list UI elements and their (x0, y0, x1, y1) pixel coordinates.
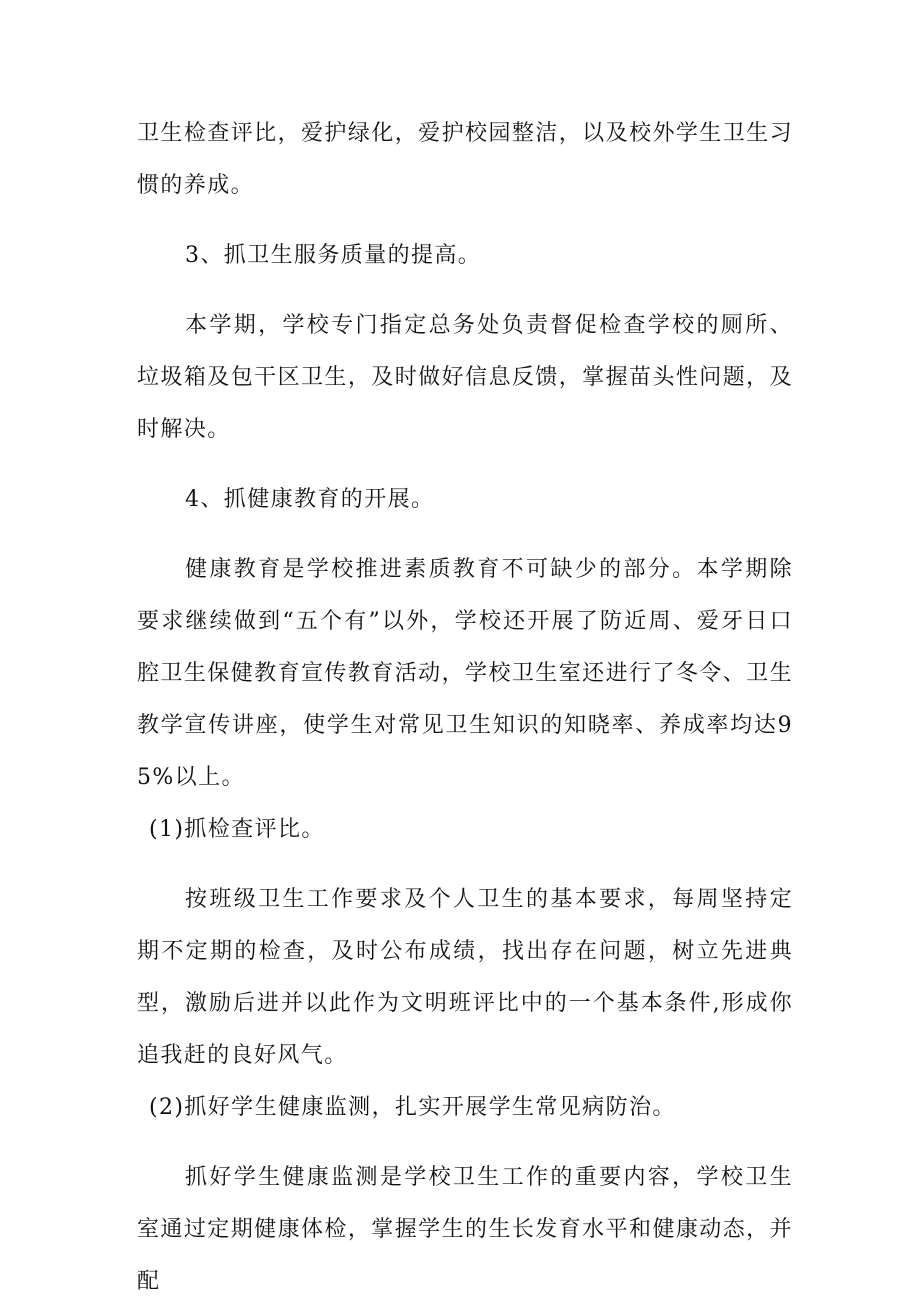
paragraph-inspection: 按班级卫生工作要求及个人卫生的基本要求，每周坚持定期不定期的检查，及时公布成绩，找出存在问题，树立先进典型，激励后进并以此作为文明班评比中的一个基本条件,形成你追我赶的良好风气。 (137, 887, 793, 1068)
paragraph-health-monitoring: 抓好学生健康监测是学校卫生工作的重要内容，学校卫生室通过定期健康体检，掌握学生的生长发育水平和健康动态，并配 (137, 1165, 793, 1294)
heading-health-education: 4、抓健康教育的开展。 (185, 487, 435, 512)
document-body (137, 108, 793, 1308)
paragraph-hygiene-habits: 卫生检查评比，爱护绿化，爱护校园整洁，以及校外学生卫生习惯的养成。 (137, 121, 793, 198)
paragraph-health-education: 健康教育是学校推进素质教育不可缺少的部分。本学期除要求继续做到“五个有”以外，学校还开展了防近周、爱牙日口腔卫生保健教育宣传教育活动，学校卫生室还进行了冬令、卫生教学宣传讲座，使学生对常见卫生知识的知晓率、养成率均达95%以上。 (137, 557, 793, 790)
subheading-inspection: (1)抓检查评比。 (149, 817, 325, 842)
heading-service-quality: 3、抓卫生服务质量的提高。 (185, 243, 482, 268)
paragraph-general-affairs: 本学期，学校专门指定总务处负责督促检查学校的厕所、垃圾箱及包干区卫生，及时做好信息反馈，掌握苗头性问题，及时解决。 (137, 313, 793, 442)
subheading-health-monitoring: (2)抓好学生健康监测，扎实开展学生常见病防治。 (149, 1095, 676, 1120)
